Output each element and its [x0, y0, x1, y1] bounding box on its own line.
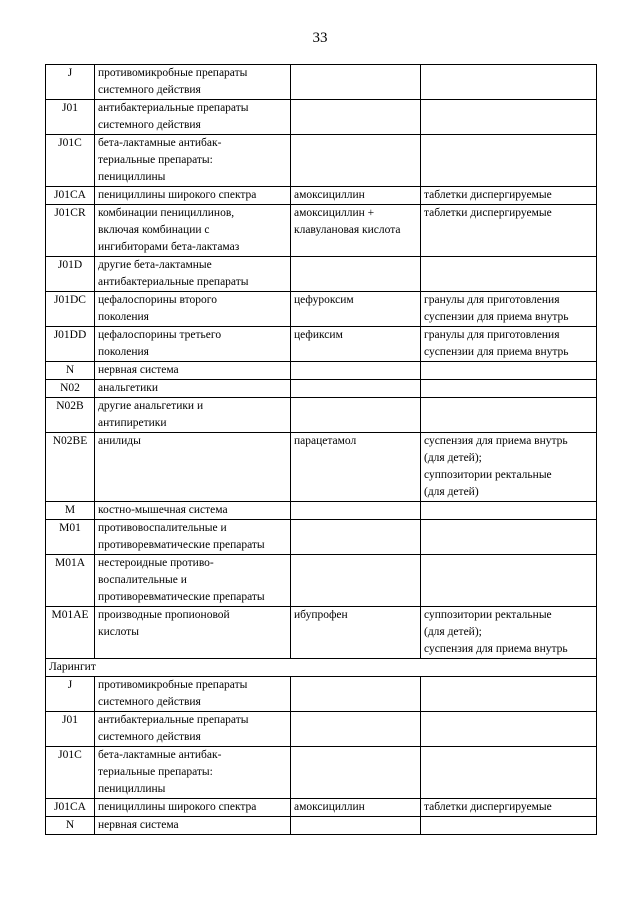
cell-line: цефалоспорины второго: [98, 294, 217, 306]
table-row: [46, 135, 597, 187]
medication-table: [45, 64, 597, 835]
atc-code-cell: M01: [46, 520, 95, 555]
group-name-cell: [95, 187, 291, 205]
group-name-cell: [95, 398, 291, 433]
dosage-form-cell: [421, 187, 597, 205]
table-row: [46, 817, 597, 835]
cell-line: бета-лактамные антибак-: [98, 137, 222, 149]
drug-name-cell: [291, 398, 421, 433]
group-name-cell: [95, 677, 291, 712]
cell-line: системного действия: [98, 84, 201, 96]
dosage-form-cell: [421, 502, 597, 520]
cell-line: суппозитории ректальные: [424, 609, 552, 621]
atc-code-cell: J01DC: [46, 292, 95, 327]
table-row: [46, 607, 597, 659]
cell-line: гранулы для приготовления: [424, 294, 560, 306]
drug-name-cell: [291, 747, 421, 799]
drug-name-cell: [291, 380, 421, 398]
cell-line: пенициллины широкого спектра: [98, 189, 257, 201]
drug-name-cell: [291, 555, 421, 607]
cell-line: пенициллины: [98, 783, 166, 795]
cell-line: противомикробные препараты: [98, 67, 248, 79]
drug-name-cell: [291, 327, 421, 362]
cell-line: нервная система: [98, 819, 179, 831]
cell-line: цефиксим: [294, 329, 343, 341]
dosage-form-cell: [421, 677, 597, 712]
atc-code-cell: J01: [46, 100, 95, 135]
cell-line: суспензия для приема внутрь: [424, 435, 568, 447]
cell-line: амоксициллин: [294, 189, 365, 201]
cell-line: таблетки диспергируемые: [424, 189, 552, 201]
cell-line: другие бета-лактамные: [98, 259, 212, 271]
cell-line: противоревматические препараты: [98, 591, 265, 603]
cell-line: териальные препараты:: [98, 154, 213, 166]
group-name-cell: [95, 712, 291, 747]
drug-name-cell: [291, 607, 421, 659]
table-row: [46, 677, 597, 712]
cell-line: пенициллины широкого спектра: [98, 801, 257, 813]
drug-name-cell: [291, 502, 421, 520]
cell-line: системного действия: [98, 119, 201, 131]
drug-name-cell: [291, 433, 421, 502]
group-name-cell: [95, 257, 291, 292]
table-row: [46, 292, 597, 327]
dosage-form-cell: [421, 520, 597, 555]
group-name-cell: [95, 362, 291, 380]
dosage-form-cell: [421, 292, 597, 327]
table-row: [46, 799, 597, 817]
group-name-cell: [95, 502, 291, 520]
medication-table-body: [46, 65, 597, 835]
group-name-cell: [95, 100, 291, 135]
section-heading: Ларингит: [46, 659, 597, 677]
drug-name-cell: [291, 520, 421, 555]
drug-name-cell: [291, 205, 421, 257]
atc-code-cell: M01A: [46, 555, 95, 607]
group-name-cell: [95, 327, 291, 362]
group-name-cell: [95, 205, 291, 257]
atc-code-cell: N: [46, 362, 95, 380]
cell-line: суспензия для приема внутрь: [424, 643, 568, 655]
drug-name-cell: [291, 100, 421, 135]
cell-line: воспалительные и: [98, 574, 187, 586]
table-row: [46, 502, 597, 520]
cell-line: бета-лактамные антибак-: [98, 749, 222, 761]
dosage-form-cell: [421, 433, 597, 502]
cell-line: таблетки диспергируемые: [424, 801, 552, 813]
cell-line: ингибиторами бета-лактамаз: [98, 241, 240, 253]
table-row: [46, 398, 597, 433]
cell-line: суппозитории ректальные: [424, 469, 552, 481]
drug-name-cell: [291, 257, 421, 292]
dosage-form-cell: [421, 362, 597, 380]
drug-name-cell: [291, 135, 421, 187]
drug-name-cell: [291, 677, 421, 712]
atc-code-cell: J: [46, 677, 95, 712]
section-row: [46, 659, 597, 677]
dosage-form-cell: [421, 712, 597, 747]
dosage-form-cell: [421, 100, 597, 135]
table-row: [46, 520, 597, 555]
cell-line: нестероидные противо-: [98, 557, 214, 569]
cell-line: кислоты: [98, 626, 139, 638]
cell-line: териальные препараты:: [98, 766, 213, 778]
group-name-cell: [95, 607, 291, 659]
drug-name-cell: [291, 187, 421, 205]
table-row: [46, 555, 597, 607]
cell-line: суспензии для приема внутрь: [424, 346, 569, 358]
atc-code-cell: M: [46, 502, 95, 520]
dosage-form-cell: [421, 607, 597, 659]
cell-line: цефуроксим: [294, 294, 354, 306]
cell-line: пенициллины: [98, 171, 166, 183]
group-name-cell: [95, 520, 291, 555]
table-row: [46, 187, 597, 205]
atc-code-cell: N02B: [46, 398, 95, 433]
cell-line: противоревматические препараты: [98, 539, 265, 551]
dosage-form-cell: [421, 555, 597, 607]
cell-line: цефалоспорины третьего: [98, 329, 222, 341]
atc-code-cell: J01DD: [46, 327, 95, 362]
table-row: [46, 205, 597, 257]
table-row: [46, 65, 597, 100]
group-name-cell: [95, 380, 291, 398]
cell-line: противомикробные препараты: [98, 679, 248, 691]
atc-code-cell: M01AE: [46, 607, 95, 659]
cell-line: антибактериальные препараты: [98, 714, 249, 726]
cell-line: противовоспалительные и: [98, 522, 227, 534]
group-name-cell: [95, 135, 291, 187]
atc-code-cell: N02BE: [46, 433, 95, 502]
table-row: [46, 380, 597, 398]
dosage-form-cell: [421, 398, 597, 433]
table-row: [46, 327, 597, 362]
dosage-form-cell: [421, 327, 597, 362]
group-name-cell: [95, 433, 291, 502]
table-row: [46, 257, 597, 292]
atc-code-cell: J01C: [46, 135, 95, 187]
cell-line: комбинации пенициллинов,: [98, 207, 235, 219]
cell-line: (для детей);: [424, 626, 482, 638]
cell-line: системного действия: [98, 731, 201, 743]
dosage-form-cell: [421, 380, 597, 398]
cell-line: нервная система: [98, 364, 179, 376]
cell-line: системного действия: [98, 696, 201, 708]
atc-code-cell: N02: [46, 380, 95, 398]
drug-name-cell: [291, 65, 421, 100]
cell-line: включая комбинации с: [98, 224, 210, 236]
table-row: [46, 747, 597, 799]
table-row: [46, 100, 597, 135]
atc-code-cell: J01CA: [46, 187, 95, 205]
group-name-cell: [95, 65, 291, 100]
cell-line: анальгетики: [98, 382, 159, 394]
group-name-cell: [95, 555, 291, 607]
group-name-cell: [95, 817, 291, 835]
cell-line: другие анальгетики и: [98, 400, 204, 412]
cell-line: клавулановая кислота: [294, 224, 401, 236]
dosage-form-cell: [421, 799, 597, 817]
cell-line: гранулы для приготовления: [424, 329, 560, 341]
dosage-form-cell: [421, 205, 597, 257]
cell-line: поколения: [98, 311, 149, 323]
dosage-form-cell: [421, 135, 597, 187]
dosage-form-cell: [421, 65, 597, 100]
cell-line: анилиды: [98, 435, 141, 447]
group-name-cell: [95, 747, 291, 799]
cell-line: (для детей);: [424, 452, 482, 464]
dosage-form-cell: [421, 747, 597, 799]
page-number: 33: [312, 30, 328, 46]
cell-line: антибактериальные препараты: [98, 102, 249, 114]
cell-line: антибактериальные препараты: [98, 276, 249, 288]
table-row: [46, 433, 597, 502]
cell-line: (для детей): [424, 486, 479, 498]
drug-name-cell: [291, 362, 421, 380]
cell-line: парацетамол: [294, 435, 357, 447]
drug-name-cell: [291, 712, 421, 747]
cell-line: поколения: [98, 346, 149, 358]
cell-line: костно-мышечная система: [98, 504, 228, 516]
cell-line: таблетки диспергируемые: [424, 207, 552, 219]
drug-name-cell: [291, 817, 421, 835]
atc-code-cell: J01D: [46, 257, 95, 292]
group-name-cell: [95, 799, 291, 817]
atc-code-cell: J: [46, 65, 95, 100]
cell-line: амоксициллин +: [294, 207, 375, 219]
cell-line: амоксициллин: [294, 801, 365, 813]
table-row: [46, 362, 597, 380]
atc-code-cell: J01CA: [46, 799, 95, 817]
atc-code-cell: J01: [46, 712, 95, 747]
group-name-cell: [95, 292, 291, 327]
atc-code-cell: N: [46, 817, 95, 835]
dosage-form-cell: [421, 257, 597, 292]
drug-name-cell: [291, 292, 421, 327]
dosage-form-cell: [421, 817, 597, 835]
atc-code-cell: J01CR: [46, 205, 95, 257]
cell-line: суспензии для приема внутрь: [424, 311, 569, 323]
cell-line: антипиретики: [98, 417, 167, 429]
atc-code-cell: J01C: [46, 747, 95, 799]
drug-name-cell: [291, 799, 421, 817]
table-row: [46, 712, 597, 747]
cell-line: ибупрофен: [294, 609, 348, 621]
cell-line: производные пропионовой: [98, 609, 230, 621]
